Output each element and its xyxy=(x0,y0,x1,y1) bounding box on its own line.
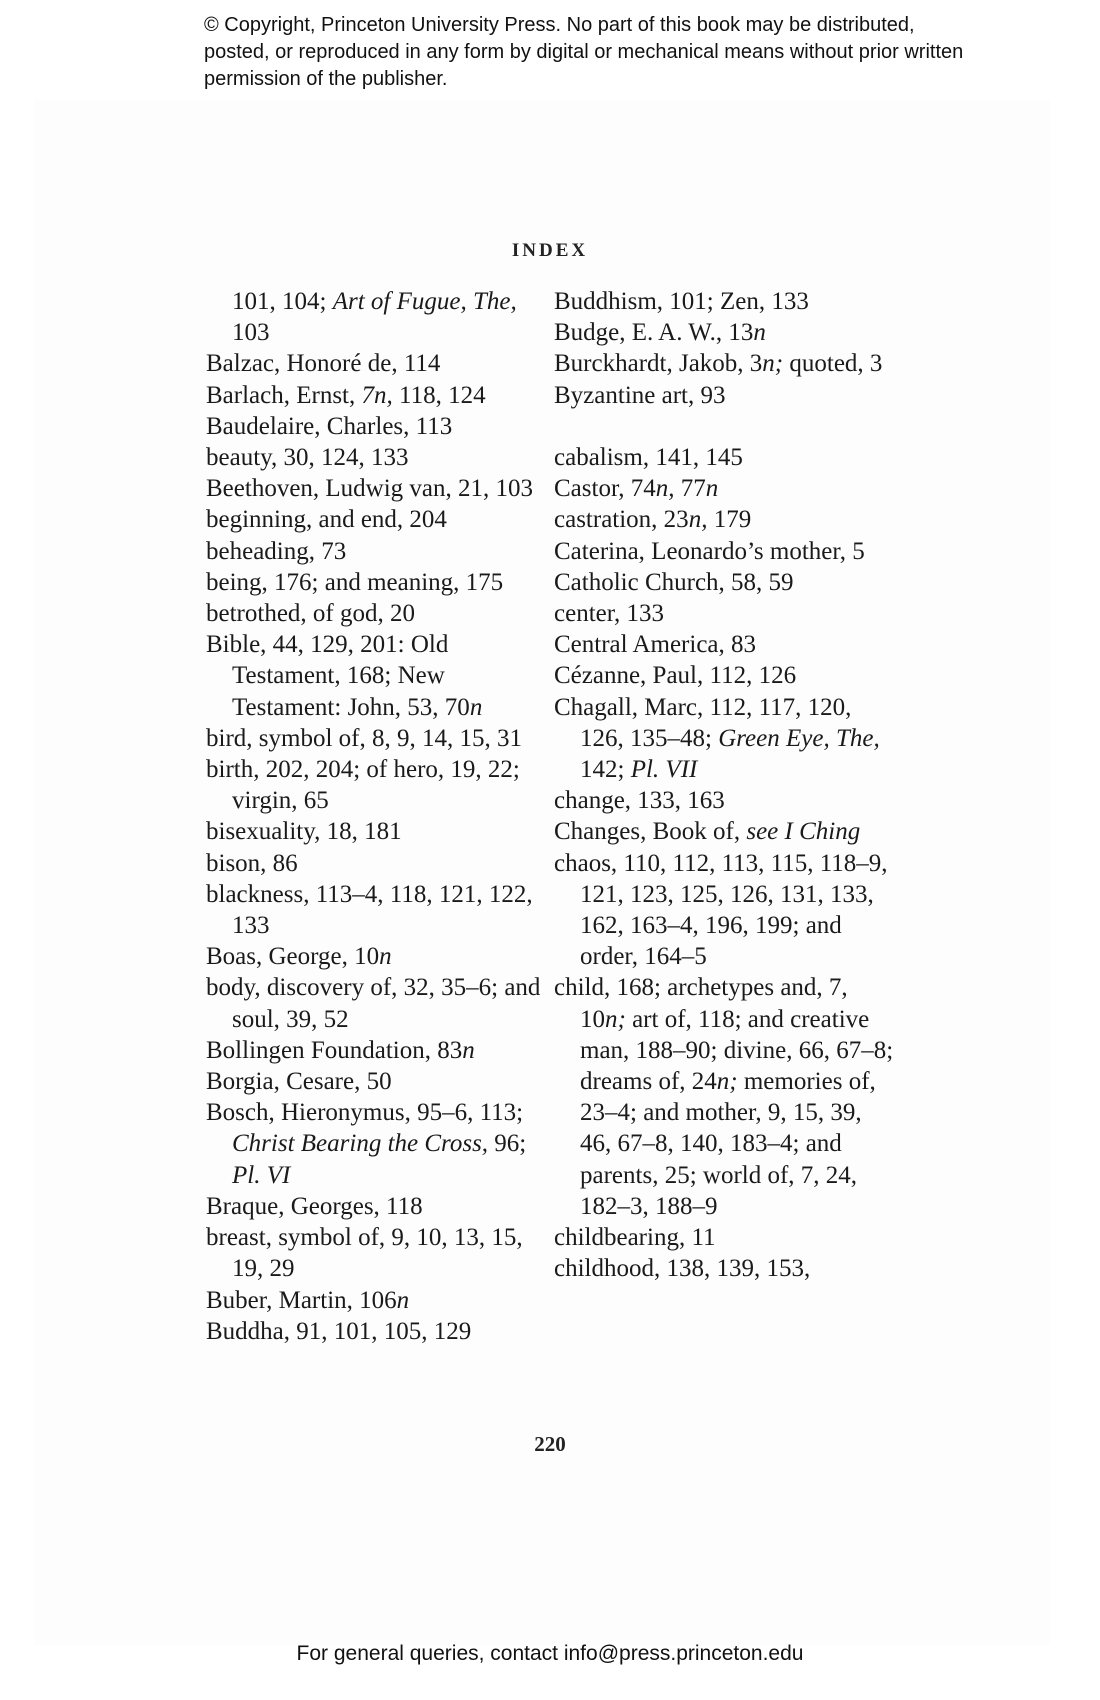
index-entry xyxy=(206,1191,546,1222)
index-entry-italic-text: Pl. VI xyxy=(232,1161,291,1189)
index-entry-italic-text: n xyxy=(469,693,483,721)
index-entry-text: child, 168; archetypes and, 7, 10 xyxy=(554,974,848,1033)
index-entry-italic-text: see I Ching xyxy=(746,818,861,846)
index-entry-text: quoted, 3 xyxy=(783,350,883,378)
index-entry xyxy=(554,380,894,411)
index-entry xyxy=(206,1035,546,1066)
index-entry-italic-text: n; xyxy=(605,1005,626,1033)
index-entry xyxy=(206,1097,546,1191)
index-entry-italic-text: n, xyxy=(655,475,675,503)
index-entry-text: being, 176; and meaning, 175 xyxy=(206,568,504,596)
index-entry-text: bird, symbol of, 8, 9, 14, 15, 31 xyxy=(206,724,522,752)
index-entry-text: birth, 202, 204; of hero, 19, 22; virgin, 65 xyxy=(206,756,520,815)
index-entry-text: Burckhardt, Jakob, 3 xyxy=(554,350,763,378)
index-entry xyxy=(206,348,546,379)
index-entry-italic-text: n xyxy=(396,1286,410,1314)
index-entry-text: blackness, 113–4, 118, 121, 122, 133 xyxy=(206,880,533,940)
index-entry-text: beginning, and end, 204 xyxy=(206,506,447,534)
index-entry xyxy=(206,879,546,941)
index-entry-text: bisexuality, 18, 181 xyxy=(206,818,402,846)
index-entry xyxy=(206,598,546,629)
index-entry-text: beheading, 73 xyxy=(206,537,347,565)
index-entry-text: center, 133 xyxy=(554,600,665,628)
index-entry xyxy=(206,941,546,972)
index-entry-text: Central America, 83 xyxy=(554,631,757,659)
index-entry xyxy=(554,536,894,567)
index-entry-italic-text: n xyxy=(753,319,766,347)
index-entry xyxy=(554,692,894,786)
index-entry-italic-text: n; xyxy=(716,1068,738,1096)
index-entry-text: Boas, George, 10 xyxy=(206,943,380,971)
index-entry xyxy=(206,1285,546,1316)
index-entry xyxy=(206,816,546,847)
index-entry-text: Balzac, Honoré de, 114 xyxy=(206,350,441,378)
index-entry xyxy=(554,504,894,535)
index-entry-text: Beethoven, Ludwig van, 21, 103 xyxy=(206,475,534,503)
index-entry-text: breast, symbol of, 9, 10, 13, 15, 19, 29 xyxy=(206,1224,523,1283)
index-entry xyxy=(206,1316,546,1347)
index-entry-text: Bible, 44, 129, 201: Old Testament, 168; New Testament: John, 53, 70 xyxy=(206,631,470,721)
index-entry-text: 118, 124 xyxy=(392,381,486,409)
index-entry xyxy=(206,1066,546,1097)
index-entry-text: Buddha, 91, 101, 105, 129 xyxy=(206,1317,472,1345)
index-entry xyxy=(206,473,546,504)
index-entry-italic-text: n xyxy=(462,1036,475,1064)
index-entry-text: bison, 86 xyxy=(206,849,298,877)
index-entry xyxy=(206,286,546,348)
index-entry-italic-text: Christ Bearing the Cross, xyxy=(232,1130,489,1158)
index-entry-italic-text: Art of Fugue, The, xyxy=(332,288,517,315)
index-entry-text: Bosch, Hieronymus, 95–6, 113; xyxy=(206,1099,524,1127)
copyright-notice: © Copyright, Princeton University Press. No part of this book may be distributed, posted, or reproduced in any form by digital or mechanical means without prior written permission of the publisher. xyxy=(204,14,964,90)
index-entry xyxy=(554,972,894,1222)
index-entry-text: change, 133, 163 xyxy=(554,787,725,815)
index-entry-text: 101, 104; xyxy=(232,288,333,315)
index-entry-text: 103 xyxy=(232,319,270,347)
index-entry-text: Baudelaire, Charles, 113 xyxy=(206,412,453,440)
index-entry-text: beauty, 30, 124, 133 xyxy=(206,444,409,472)
index-heading: INDEX xyxy=(511,240,589,261)
index-entry xyxy=(206,504,546,535)
index-entry xyxy=(206,380,546,411)
contact-footer: For general queries, contact info@press.princeton.edu xyxy=(296,1642,804,1665)
index-entry xyxy=(554,816,894,847)
index-entry-text: Bollingen Foundation, 83 xyxy=(206,1036,463,1064)
index-entry-text: 142; xyxy=(580,756,631,784)
index-entry xyxy=(554,1253,894,1284)
index-entry-text: 96; xyxy=(488,1130,527,1158)
index-entry xyxy=(554,1222,894,1253)
index-entry-text: betrothed, of god, 20 xyxy=(206,600,415,628)
index-entry-text: Caterina, Leonardo’s mother, 5 xyxy=(554,537,865,565)
index-entry-text: Castor, 74 xyxy=(554,475,656,503)
index-entry xyxy=(554,286,894,317)
index-entry-text: Buddhism, 101; Zen, 133 xyxy=(554,288,809,315)
index-entry xyxy=(206,567,546,598)
index-entry xyxy=(554,660,894,691)
index-entry-italic-text: n xyxy=(705,475,719,503)
index-entry-text: childhood, 138, 139, 153, xyxy=(554,1255,811,1283)
index-entry xyxy=(206,629,546,723)
index-entry-text: art of, 118; and creative man, 188–90; divine, 66, 67–8; dreams of, 24 xyxy=(580,1005,894,1096)
index-entry-italic-text: 7n, xyxy=(361,381,393,409)
index-entry xyxy=(206,536,546,567)
index-entry-text: chaos, 110, 112, 113, 115, 118–9, 121, 123, 125, 126, 131, 133, 162, 163–4, 196, 199; and order, 164–5 xyxy=(554,849,888,971)
index-entry xyxy=(554,442,894,473)
page-number: 220 xyxy=(534,1432,566,1456)
index-entry xyxy=(554,848,894,973)
index-entry-text: Cézanne, Paul, 112, 126 xyxy=(554,662,797,690)
index-entry xyxy=(206,411,546,442)
index-entry-text: 179 xyxy=(707,506,752,534)
index-entry-text: Chagall, Marc, 112, 117, 120, 126, 135–48; xyxy=(554,693,852,752)
index-entry xyxy=(554,473,894,504)
index-entry-italic-text: n; xyxy=(762,350,784,378)
index-entry xyxy=(554,598,894,629)
index-entry-italic-text: Green Eye, The, xyxy=(718,724,880,752)
right-column xyxy=(554,286,894,1284)
index-entry-text: cabalism, 141, 145 xyxy=(554,444,743,471)
index-entry xyxy=(206,848,546,879)
index-entry-text: castration, 23 xyxy=(554,506,689,534)
index-entry xyxy=(554,317,894,348)
index-entry xyxy=(206,442,546,473)
index-entry-text: Catholic Church, 58, 59 xyxy=(554,568,794,596)
left-column xyxy=(206,286,546,1347)
index-entry xyxy=(206,754,546,816)
index-entry xyxy=(554,348,894,379)
index-entry-italic-text: n, xyxy=(688,506,708,534)
index-entry-text: Borgia, Cesare, 50 xyxy=(206,1068,392,1096)
index-entry-text: Byzantine art, 93 xyxy=(554,381,726,409)
index-entry-text: Changes, Book of, xyxy=(554,818,747,846)
index-entry-text: 77 xyxy=(674,475,706,503)
index-entry xyxy=(206,1222,546,1284)
index-entry-italic-text: Pl. VII xyxy=(630,756,698,784)
index-entry-text: Braque, Georges, 118 xyxy=(206,1192,423,1220)
index-entry xyxy=(554,567,894,598)
index-entry xyxy=(206,972,546,1034)
index-entry-text: Budge, E. A. W., 13 xyxy=(554,319,754,347)
index-entry-italic-text: n xyxy=(379,943,392,971)
index-entry-text: Buber, Martin, 106 xyxy=(206,1286,397,1314)
index-entry xyxy=(554,629,894,660)
index-entry xyxy=(206,723,546,754)
index-entry-text: memories of, 23–4; and mother, 9, 15, 39, 46, 67–8, 140, 183–4; and parents, 25; world of, 7, 24, 182–3, 188–9 xyxy=(580,1068,876,1220)
index-entry xyxy=(554,785,894,816)
index-entry-text: body, discovery of, 32, 35–6; and soul, 39, 52 xyxy=(206,974,541,1033)
index-entry-text: Barlach, Ernst, xyxy=(206,381,362,409)
index-entry-text: childbearing, 11 xyxy=(554,1224,716,1252)
